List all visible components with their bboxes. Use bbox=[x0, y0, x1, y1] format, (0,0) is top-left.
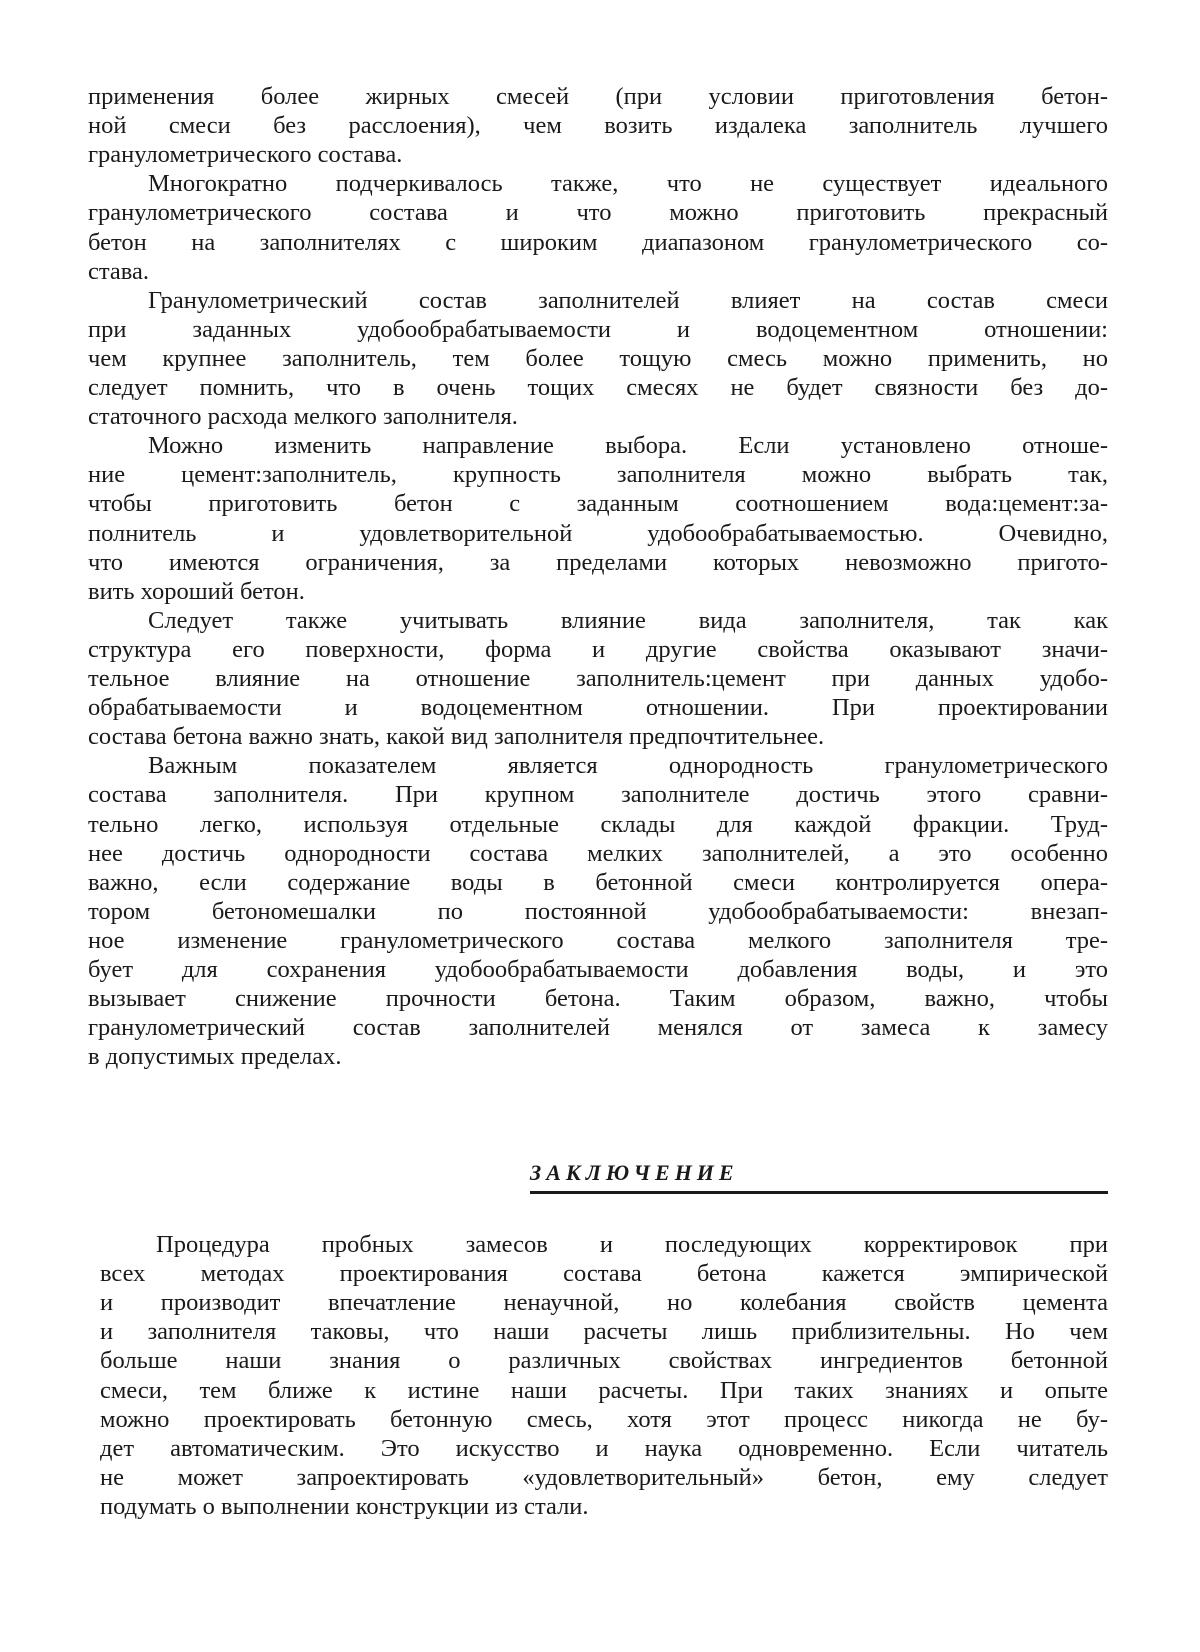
text-line: смеси, тем ближе к истине наши расчеты. При таких знаниях и опыте bbox=[100, 1376, 1108, 1405]
text-line: статочного расхода мелкого заполнителя. bbox=[88, 402, 518, 431]
text-line: важно, если содержание воды в бетонной смеси контролируется опера- bbox=[88, 868, 1108, 897]
paragraph-first-line: Следует также учитывать влияние вида заполнителя, так как bbox=[148, 606, 1108, 635]
document-page bbox=[0, 0, 1200, 1652]
heading-underline bbox=[530, 1191, 1108, 1194]
section-heading: ЗАКЛЮЧЕНИЕ bbox=[530, 1160, 1100, 1186]
text-line: состава заполнителя. При крупном заполнителе достичь этого сравни- bbox=[88, 780, 1108, 809]
text-line: при заданных удобообрабатываемости и водоцементном отношении: bbox=[88, 315, 1108, 344]
text-line: дет автоматическим. Это искусство и наука одновременно. Если читатель bbox=[100, 1434, 1108, 1463]
text-line: тором бетономешалки по постоянной удобообрабатываемости: внезап- bbox=[88, 897, 1108, 926]
text-line: бует для сохранения удобообрабатываемости добавления воды, и это bbox=[88, 955, 1108, 984]
text-line: и производит впечатление ненаучной, но колебания свойств цемента bbox=[100, 1288, 1108, 1317]
text-line: всех методах проектирования состава бетона кажется эмпирической bbox=[100, 1259, 1108, 1288]
paragraph-first-line: Процедура пробных замесов и последующих корректировок при bbox=[156, 1230, 1108, 1259]
text-line: подумать о выполнении конструкции из стали. bbox=[100, 1492, 589, 1521]
paragraph-first-line: Можно изменить направление выбора. Если установлено отноше- bbox=[148, 431, 1108, 460]
paragraph-first-line: Гранулометрический состав заполнителей влияет на состав смеси bbox=[148, 286, 1108, 315]
text-line: структура его поверхности, форма и другие свойства оказывают значи- bbox=[88, 635, 1108, 664]
text-line: что имеются ограничения, за пределами которых невозможно пригото- bbox=[88, 548, 1108, 577]
text-line: полнитель и удовлетворительной удобообрабатываемостью. Очевидно, bbox=[88, 519, 1108, 548]
text-line: чтобы приготовить бетон с заданным соотношением вода:цемент:за- bbox=[88, 489, 1108, 518]
text-line: можно проектировать бетонную смесь, хотя этот процесс никогда не бу- bbox=[100, 1405, 1108, 1434]
paragraph-first-line: Многократно подчеркивалось также, что не существует идеального bbox=[148, 169, 1108, 198]
text-line: гранулометрического состава. bbox=[88, 140, 402, 169]
text-line: состава бетона важно знать, какой вид заполнителя предпочтительнее. bbox=[88, 722, 824, 751]
text-line: ной смеси без расслоения), чем возить издалека заполнитель лучшего bbox=[88, 111, 1108, 140]
text-line: ное изменение гранулометрического состава мелкого заполнителя тре- bbox=[88, 926, 1108, 955]
text-line: не может запроектировать «удовлетворительный» бетон, ему следует bbox=[100, 1463, 1108, 1492]
text-line: ние цемент:заполнитель, крупность заполнителя можно выбрать так, bbox=[88, 460, 1108, 489]
text-line: следует помнить, что в очень тощих смесях не будет связности без до- bbox=[88, 373, 1108, 402]
text-line: гранулометрический состав заполнителей менялся от замеса к замесу bbox=[88, 1013, 1108, 1042]
paragraph-first-line: Важным показателем является однородность гранулометрического bbox=[148, 751, 1108, 780]
text-line: тельное влияние на отношение заполнитель:цемент при данных удобо- bbox=[88, 664, 1108, 693]
text-line: гранулометрического состава и что можно приготовить прекрасный bbox=[88, 198, 1108, 227]
text-line: вызывает снижение прочности бетона. Таким образом, важно, чтобы bbox=[88, 984, 1108, 1013]
text-line: нее достичь однородности состава мелких заполнителей, а это особенно bbox=[88, 839, 1108, 868]
text-line: и заполнителя таковы, что наши расчеты лишь приблизительны. Но чем bbox=[100, 1317, 1108, 1346]
text-line: вить хороший бетон. bbox=[88, 577, 305, 606]
text-line: бетон на заполнителях с широким диапазоном гранулометрического со- bbox=[88, 228, 1108, 257]
text-line: тельно легко, используя отдельные склады для каждой фракции. Труд- bbox=[88, 810, 1108, 839]
text-line: чем крупнее заполнитель, тем более тощую смесь можно применить, но bbox=[88, 344, 1108, 373]
text-line: больше наши знания о различных свойствах ингредиентов бетонной bbox=[100, 1346, 1108, 1375]
text-line: става. bbox=[88, 257, 149, 286]
text-line: в допустимых пределах. bbox=[88, 1042, 342, 1071]
text-line: применения более жирных смесей (при условии приготовления бетон- bbox=[88, 82, 1108, 111]
text-line: обрабатываемости и водоцементном отношении. При проектировании bbox=[88, 693, 1108, 722]
